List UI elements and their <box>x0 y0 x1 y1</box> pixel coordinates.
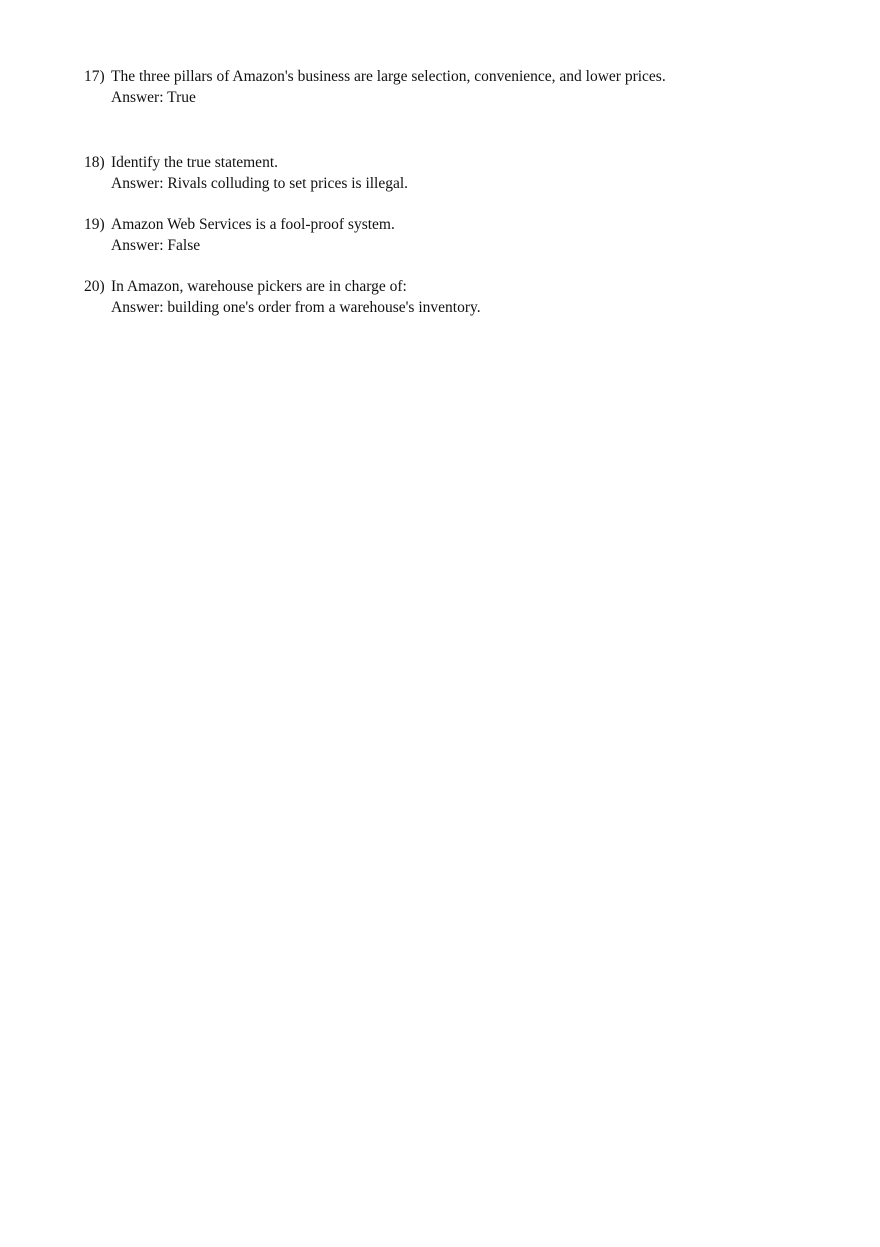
answer-text: False <box>167 237 201 254</box>
question-item-18 <box>84 152 844 194</box>
question-body <box>111 66 844 108</box>
question-text: In Amazon, warehouse pickers are in charge of: <box>111 278 407 295</box>
answer-label: Answer: <box>111 237 164 254</box>
question-item-19 <box>84 214 844 256</box>
question-text: Identify the true statement. <box>111 154 278 171</box>
answer-text: Rivals colluding to set prices is illegal. <box>167 175 409 192</box>
question-item-20 <box>84 276 844 318</box>
answer-text: True <box>167 89 196 106</box>
answer-label: Answer: <box>111 89 164 106</box>
question-text: Amazon Web Services is a fool-proof system. <box>111 216 395 233</box>
question-text: The three pillars of Amazon's business are large selection, convenience, and lower prices. <box>111 68 666 85</box>
answer-line <box>111 173 844 194</box>
question-number: 19) <box>84 216 105 233</box>
question-number: 20) <box>84 278 105 295</box>
answer-line <box>111 297 844 318</box>
question-body <box>111 152 844 194</box>
answer-line <box>111 235 844 256</box>
question-number: 17) <box>84 68 105 85</box>
answer-text: building one's order from a warehouse's inventory. <box>167 299 481 316</box>
answer-label: Answer: <box>111 299 164 316</box>
answer-line <box>111 87 844 108</box>
question-list <box>84 66 844 318</box>
question-item-17 <box>84 66 844 108</box>
question-number: 18) <box>84 154 105 171</box>
question-body <box>111 276 844 318</box>
answer-label: Answer: <box>111 175 164 192</box>
question-body <box>111 214 844 256</box>
